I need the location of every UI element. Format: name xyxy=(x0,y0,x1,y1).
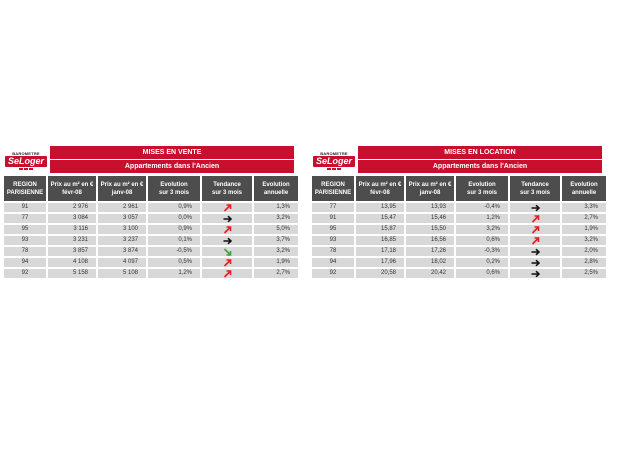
price-feb-cell: 3 231 xyxy=(48,236,96,245)
region-cell: 95 xyxy=(312,225,354,234)
rentals-header-row xyxy=(312,176,606,201)
price-jan-cell: 15,46 xyxy=(406,214,454,223)
table-row xyxy=(4,269,298,278)
seloger-logo xyxy=(312,146,356,174)
price-jan-cell: 20,42 xyxy=(406,269,454,278)
column-header: Prix au m² en € janv-08 xyxy=(406,176,454,201)
rentals-table xyxy=(310,174,608,280)
evolution-3m-cell: -0,4% xyxy=(456,203,508,212)
column-header: Evolution annuelle xyxy=(562,176,606,201)
trend-cell xyxy=(510,258,560,267)
arrow-down-right-icon xyxy=(223,248,232,256)
table-row xyxy=(4,203,298,212)
price-feb-cell: 17,96 xyxy=(356,258,404,267)
rentals-table-body xyxy=(312,203,606,278)
price-jan-cell: 2 961 xyxy=(98,203,146,212)
table-row xyxy=(312,236,606,245)
region-cell: 78 xyxy=(312,247,354,256)
price-jan-cell: 4 097 xyxy=(98,258,146,267)
price-jan-cell: 3 100 xyxy=(98,225,146,234)
sales-header xyxy=(4,146,294,174)
evolution-annual-cell: 1,9% xyxy=(254,258,298,267)
trend-cell xyxy=(510,203,560,212)
logo-dots xyxy=(19,168,33,170)
region-cell: 93 xyxy=(4,236,46,245)
trend-cell xyxy=(202,269,252,278)
price-jan-cell: 3 057 xyxy=(98,214,146,223)
trend-cell xyxy=(202,214,252,223)
rentals-subtitle: Appartements dans l'Ancien xyxy=(358,160,602,173)
arrow-right-icon xyxy=(223,237,232,245)
sales-subtitle: Appartements dans l'Ancien xyxy=(50,160,294,173)
evolution-3m-cell: 0,6% xyxy=(456,236,508,245)
arrow-up-right-icon xyxy=(531,237,540,245)
rentals-titles xyxy=(358,146,602,174)
logo-brand: SeLoger xyxy=(5,156,47,167)
evolution-annual-cell: 1,9% xyxy=(562,225,606,234)
price-feb-cell: 2 976 xyxy=(48,203,96,212)
evolution-3m-cell: 1,2% xyxy=(456,214,508,223)
table-row xyxy=(4,236,298,245)
evolution-annual-cell: 2,7% xyxy=(562,214,606,223)
arrow-up-right-icon xyxy=(531,215,540,223)
evolution-annual-cell: 2,8% xyxy=(562,258,606,267)
trend-cell xyxy=(510,236,560,245)
evolution-annual-cell: 3,2% xyxy=(562,236,606,245)
trend-cell xyxy=(202,258,252,267)
price-feb-cell: 4 108 xyxy=(48,258,96,267)
price-jan-cell: 18,02 xyxy=(406,258,454,267)
price-jan-cell: 3 874 xyxy=(98,247,146,256)
sales-header-row xyxy=(4,176,298,201)
table-row xyxy=(312,203,606,212)
table-row xyxy=(4,225,298,234)
column-header: Evolution sur 3 mois xyxy=(148,176,200,201)
table-row xyxy=(4,247,298,256)
trend-cell xyxy=(510,225,560,234)
sales-titles xyxy=(50,146,294,174)
evolution-annual-cell: 2,0% xyxy=(562,247,606,256)
evolution-annual-cell: 2,5% xyxy=(562,269,606,278)
sales-title: MISES EN VENTE xyxy=(50,146,294,159)
region-cell: 94 xyxy=(312,258,354,267)
evolution-annual-cell: 3,7% xyxy=(254,236,298,245)
evolution-3m-cell: 0,6% xyxy=(456,269,508,278)
price-feb-cell: 15,87 xyxy=(356,225,404,234)
table-row xyxy=(312,258,606,267)
table-row xyxy=(4,214,298,223)
arrow-up-right-icon xyxy=(223,204,232,212)
region-cell: 91 xyxy=(312,214,354,223)
trend-cell xyxy=(202,236,252,245)
price-jan-cell: 5 108 xyxy=(98,269,146,278)
region-cell: 91 xyxy=(4,203,46,212)
region-cell: 92 xyxy=(4,269,46,278)
price-feb-cell: 16,85 xyxy=(356,236,404,245)
price-jan-cell: 16,56 xyxy=(406,236,454,245)
price-jan-cell: 13,93 xyxy=(406,203,454,212)
arrow-right-icon xyxy=(223,215,232,223)
region-cell: 95 xyxy=(4,225,46,234)
logo-brand: SeLoger xyxy=(313,156,355,167)
trend-cell xyxy=(510,269,560,278)
logo-top-text: BAROMETRE xyxy=(12,150,40,156)
price-jan-cell: 15,50 xyxy=(406,225,454,234)
column-header: Tendance sur 3 mois xyxy=(202,176,252,201)
evolution-annual-cell: 2,7% xyxy=(254,269,298,278)
price-feb-cell: 17,18 xyxy=(356,247,404,256)
region-cell: 94 xyxy=(4,258,46,267)
evolution-3m-cell: 0,9% xyxy=(148,225,200,234)
trend-cell xyxy=(202,203,252,212)
price-feb-cell: 3 084 xyxy=(48,214,96,223)
arrow-right-icon xyxy=(531,248,540,256)
evolution-3m-cell: 3,2% xyxy=(456,225,508,234)
evolution-annual-cell: 3,2% xyxy=(254,214,298,223)
evolution-3m-cell: 0,2% xyxy=(456,258,508,267)
table-row xyxy=(312,225,606,234)
sales-panel xyxy=(4,146,294,280)
arrow-right-icon xyxy=(531,259,540,267)
evolution-annual-cell: 1,3% xyxy=(254,203,298,212)
column-header: Prix au m² en € févr-08 xyxy=(48,176,96,201)
region-cell: 93 xyxy=(312,236,354,245)
price-feb-cell: 13,95 xyxy=(356,203,404,212)
price-jan-cell: 3 237 xyxy=(98,236,146,245)
evolution-annual-cell: 5,0% xyxy=(254,225,298,234)
trend-cell xyxy=(202,247,252,256)
evolution-3m-cell: -0,3% xyxy=(456,247,508,256)
column-header: REGION PARISIENNE xyxy=(312,176,354,201)
price-jan-cell: 17,26 xyxy=(406,247,454,256)
price-feb-cell: 20,58 xyxy=(356,269,404,278)
evolution-3m-cell: 0,5% xyxy=(148,258,200,267)
trend-cell xyxy=(510,214,560,223)
price-feb-cell: 15,47 xyxy=(356,214,404,223)
seloger-logo xyxy=(4,146,48,174)
rentals-title: MISES EN LOCATION xyxy=(358,146,602,159)
column-header: Tendance sur 3 mois xyxy=(510,176,560,201)
evolution-3m-cell: 0,9% xyxy=(148,203,200,212)
evolution-3m-cell: 0,0% xyxy=(148,214,200,223)
rentals-header xyxy=(312,146,602,174)
region-cell: 78 xyxy=(4,247,46,256)
trend-cell xyxy=(510,247,560,256)
trend-cell xyxy=(202,225,252,234)
arrow-up-right-icon xyxy=(223,270,232,278)
arrow-right-icon xyxy=(531,204,540,212)
evolution-3m-cell: -0,5% xyxy=(148,247,200,256)
table-row xyxy=(312,247,606,256)
arrow-up-right-icon xyxy=(223,226,232,234)
price-feb-cell: 5 158 xyxy=(48,269,96,278)
evolution-annual-cell: 3,3% xyxy=(562,203,606,212)
evolution-annual-cell: 3,2% xyxy=(254,247,298,256)
region-cell: 92 xyxy=(312,269,354,278)
column-header: REGION PARISIENNE xyxy=(4,176,46,201)
column-header: Prix au m² en € janv-08 xyxy=(98,176,146,201)
arrow-up-right-icon xyxy=(531,226,540,234)
evolution-3m-cell: 0,1% xyxy=(148,236,200,245)
region-cell: 77 xyxy=(4,214,46,223)
arrow-up-right-icon xyxy=(223,259,232,267)
region-cell: 77 xyxy=(312,203,354,212)
rentals-panel xyxy=(312,146,602,280)
table-row xyxy=(312,214,606,223)
sales-table xyxy=(2,174,300,280)
column-header: Prix au m² en € févr-08 xyxy=(356,176,404,201)
price-feb-cell: 3 857 xyxy=(48,247,96,256)
column-header: Evolution annuelle xyxy=(254,176,298,201)
price-feb-cell: 3 116 xyxy=(48,225,96,234)
sales-table-body xyxy=(4,203,298,278)
table-row xyxy=(4,258,298,267)
logo-dots xyxy=(327,168,341,170)
arrow-right-icon xyxy=(531,270,540,278)
evolution-3m-cell: 1,2% xyxy=(148,269,200,278)
column-header: Evolution sur 3 mois xyxy=(456,176,508,201)
table-row xyxy=(312,269,606,278)
logo-top-text: BAROMETRE xyxy=(320,150,348,156)
